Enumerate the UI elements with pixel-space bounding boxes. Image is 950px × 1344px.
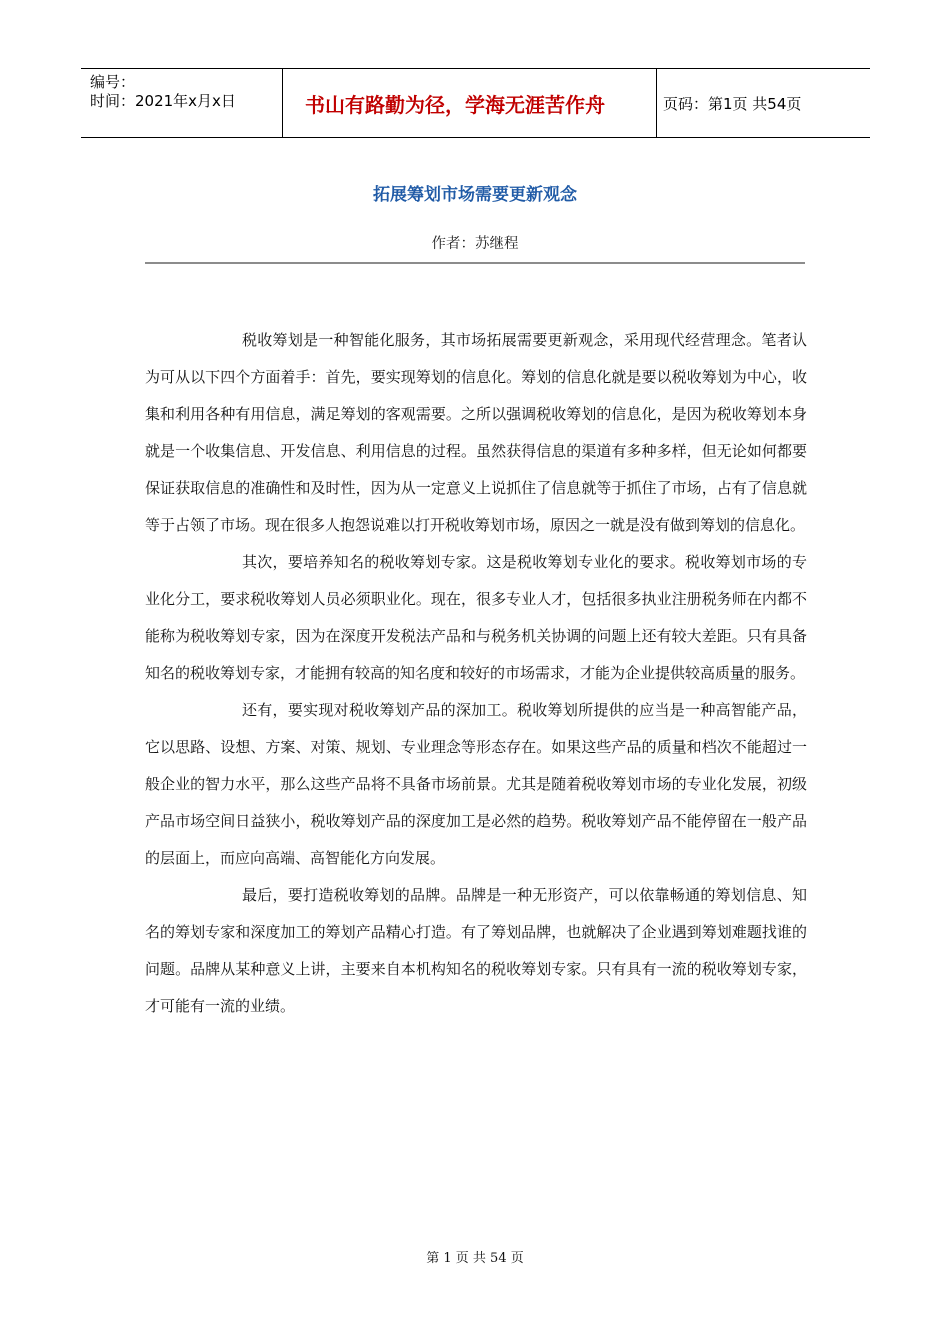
document-number-label: 编号：: [90, 73, 136, 91]
header-info-cell: [81, 69, 282, 137]
header-page-info: 页码：第1页 共54页: [663, 94, 802, 113]
header-table: [81, 68, 870, 138]
paragraph: 最后，要打造税收筹划的品牌。品牌是一种无形资产，可以依靠畅通的筹划信息、知名的筹划专家和深度加工的筹划产品精心打造。有了筹划品牌，也就解决了企业遇到筹划难题找谁的问题。品牌从某种意义上讲，主要来自本机构知名的税收筹划专家。只有具有一流的税收筹划专家，才可能有一流的业绩。: [145, 886, 807, 1015]
title-divider: [145, 262, 805, 264]
article-body: [145, 322, 807, 1025]
header-motto: 书山有路勤为径，学海无涯苦作舟: [282, 69, 657, 137]
article-title: 拓展筹划市场需要更新观念: [373, 185, 577, 205]
paragraph: 还有，要实现对税收筹划产品的深加工。税收筹划所提供的应当是一种高智能产品，它以思路、设想、方案、对策、规划、专业理念等形态存在。如果这些产品的质量和档次不能超过一般企业的智力水平，那么这些产品将不具备市场前景。尤其是随着税收筹划市场的专业化发展，初级产品市场空间日益狭小，税收筹划产品的深度加工是必然的趋势。税收筹划产品不能停留在一般产品的层面上，而应向高端、高智能化方向发展。: [145, 701, 807, 867]
article-author: 作者：苏继程: [431, 236, 519, 252]
document-time-label: 时间：2021年x月x日: [90, 92, 236, 110]
paragraph: 其次，要培养知名的税收筹划专家。这是税收筹划专业化的要求。税收筹划市场的专业化分工，要求税收筹划人员必须职业化。现在，很多专业人才，包括很多执业注册税务师在内都不能称为税收筹划专家，因为在深度开发税法产品和与税务机关协调的问题上还有较大差距。只有具备知名的税收筹划专家，才能拥有较高的知名度和较好的市场需求，才能为企业提供较高质量的服务。: [145, 553, 807, 682]
paragraph: 税收筹划是一种智能化服务，其市场拓展需要更新观念，采用现代经营理念。笔者认为可从以下四个方面着手：首先，要实现筹划的信息化。筹划的信息化就是要以税收筹划为中心，收集和利用各种有用信息，满足筹划的客观需要。之所以强调税收筹划的信息化，是因为税收筹划本身就是一个收集信息、开发信息、利用信息的过程。虽然获得信息的渠道有多种多样，但无论如何都要保证获取信息的准确性和及时性，因为从一定意义上说抓住了信息就等于抓住了市场，占有了信息就等于占领了市场。现在很多人抱怨说难以打开税收筹划市场，原因之一就是没有做到筹划的信息化。: [145, 331, 807, 534]
page-footer: 第 1 页 共 54 页: [426, 1251, 524, 1266]
